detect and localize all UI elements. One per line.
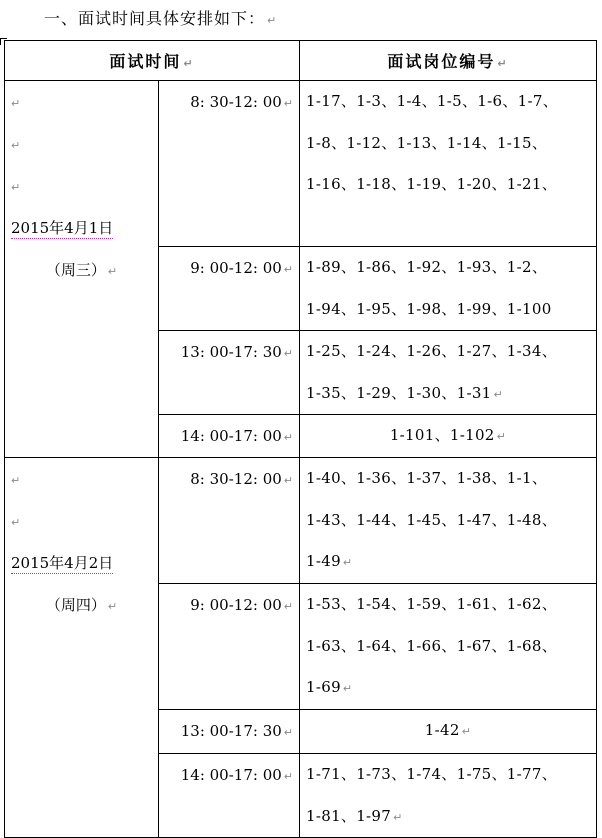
blank-line: ↵ bbox=[11, 181, 21, 194]
paragraph-mark-icon: ↵ bbox=[267, 14, 278, 27]
col-header-position: 面试岗位编号 ↵ bbox=[300, 41, 597, 81]
position-line: 1-40、1-36、1-37、1-38、1-1、 bbox=[306, 469, 548, 487]
session-time-cell: 14: 00-17: 00 ↵ bbox=[159, 754, 300, 838]
blank-line: ↵ bbox=[11, 474, 21, 487]
position-line: 1-63、1-64、1-66、1-67、1-68、 bbox=[306, 636, 558, 655]
weekday-label: （周三） ↵ bbox=[45, 261, 118, 279]
position-line: 1-17、1-3、1-4、1-5、1-6、1-7、 bbox=[306, 92, 558, 110]
position-line: 1-16、1-18、1-19、1-20、1-21、 bbox=[306, 175, 558, 193]
blank-line: ↵ bbox=[11, 139, 21, 152]
position-line: 1-101、1-102 ↵ bbox=[389, 426, 507, 444]
session-time-cell: 13: 00-17: 30 ↵ bbox=[159, 710, 300, 754]
position-cell bbox=[300, 81, 597, 247]
position-line: 1-71、1-73、1-74、1-75、1-77、 bbox=[306, 765, 558, 783]
interview-date: 2015年4月2日 bbox=[11, 554, 114, 572]
position-cell bbox=[300, 415, 597, 458]
table-row bbox=[5, 458, 597, 584]
position-line: 1-81、1-97 ↵ bbox=[306, 806, 403, 825]
session-time-cell: 14: 00-17: 00 ↵ bbox=[159, 415, 300, 458]
table-header-row bbox=[5, 41, 597, 81]
date-cell-day2 bbox=[5, 458, 159, 838]
session-time-cell: 8: 30-12: 00 ↵ bbox=[159, 81, 300, 247]
blank-line: ↵ bbox=[11, 516, 21, 529]
position-cell bbox=[300, 754, 597, 838]
session-time-cell: 13: 00-17: 30 ↵ bbox=[159, 331, 300, 415]
position-line: 1-89、1-86、1-92、1-93、1-2、 bbox=[306, 258, 548, 276]
session-time-cell: 8: 30-12: 00 ↵ bbox=[159, 458, 300, 584]
position-line: 1-69 ↵ bbox=[306, 678, 353, 696]
interview-date: 2015年4月1日 bbox=[11, 219, 114, 237]
position-cell bbox=[300, 331, 597, 415]
position-cell bbox=[300, 710, 597, 754]
position-line: 1-25、1-24、1-26、1-27、1-34、 bbox=[306, 342, 558, 360]
position-cell bbox=[300, 247, 597, 331]
position-line: 1-53、1-54、1-59、1-61、1-62、 bbox=[306, 595, 558, 613]
position-line: 1-43、1-44、1-45、1-47、1-48、 bbox=[306, 510, 558, 529]
position-cell bbox=[300, 458, 597, 584]
session-time-cell: 9: 00-12: 00 ↵ bbox=[159, 247, 300, 331]
paragraph-mark-icon: ↵ bbox=[183, 57, 195, 70]
table-row bbox=[5, 81, 597, 247]
position-line: 1-94、1-95、1-98、1-99、1-100 bbox=[306, 299, 552, 318]
col-header-time: 面试时间 ↵ bbox=[5, 41, 300, 81]
paragraph-mark-icon: ↵ bbox=[497, 57, 509, 70]
session-time-cell: 9: 00-12: 00 ↵ bbox=[159, 584, 300, 710]
position-line: 1-35、1-29、1-30、1-31 ↵ bbox=[306, 383, 504, 402]
position-cell bbox=[300, 584, 597, 710]
blank-line: ↵ bbox=[11, 97, 21, 110]
interview-schedule-table bbox=[4, 40, 597, 838]
weekday-label: （周四） ↵ bbox=[45, 596, 118, 614]
position-line: 1-42 ↵ bbox=[424, 721, 472, 739]
section-heading-text: 一、面试时间具体安排如下： bbox=[44, 9, 266, 28]
date-cell-day1 bbox=[5, 81, 159, 458]
section-heading bbox=[44, 6, 277, 29]
position-line: 1-8、1-12、1-13、1-14、1-15、 bbox=[306, 133, 548, 152]
position-line: 1-49 ↵ bbox=[306, 552, 353, 570]
